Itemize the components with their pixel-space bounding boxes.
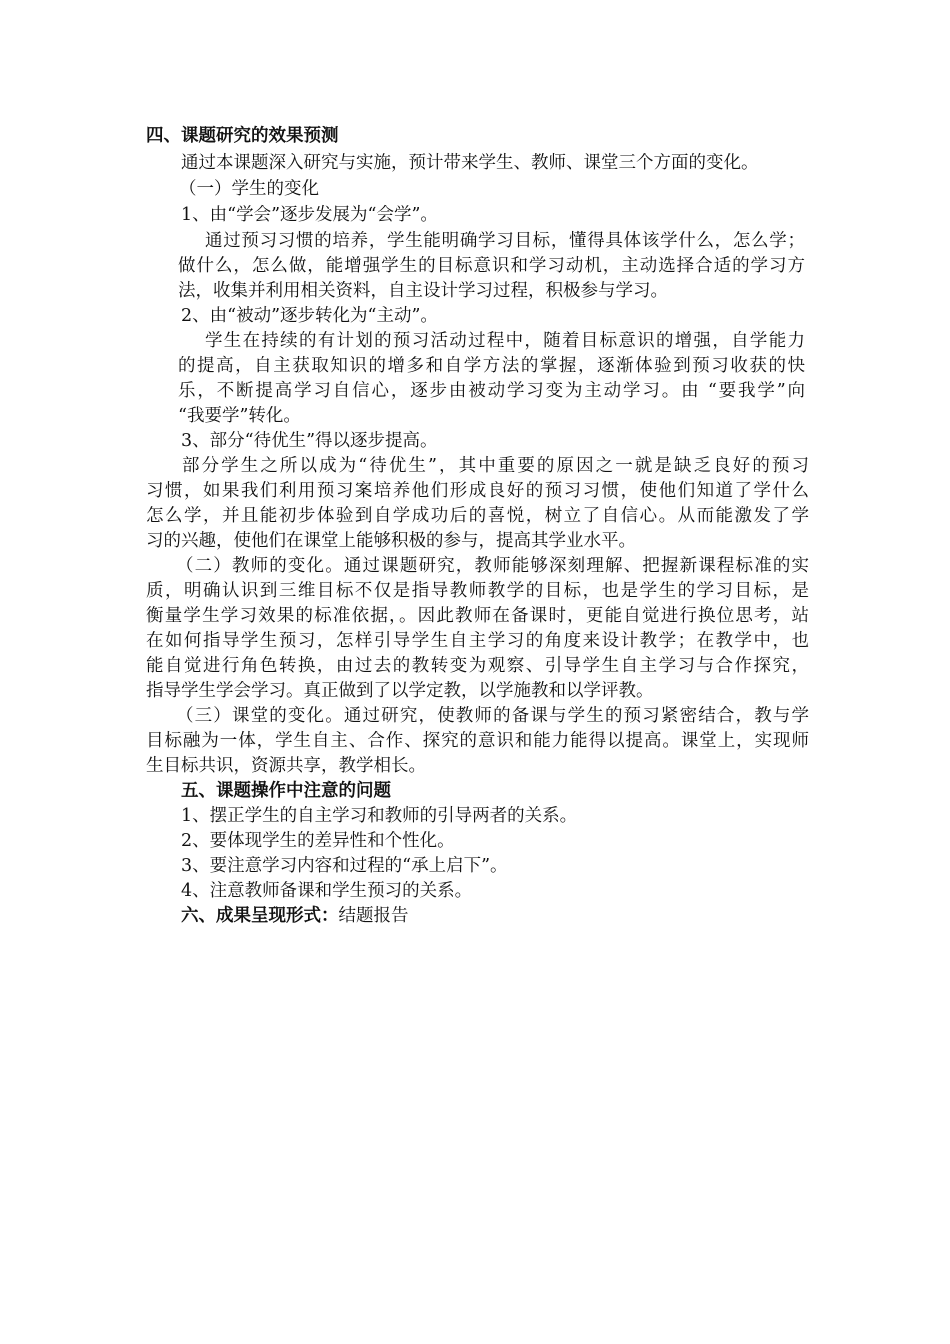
section6-line <box>181 904 845 928</box>
subsection2-line2: 质，明确认识到三维目标不仅是指导教师教学的目标，也是学生的学习目标，是 <box>146 581 809 601</box>
item1-line1: 通过预习习惯的培养，学生能明确学习目标，懂得具体该学什么，怎么学； <box>205 231 805 251</box>
item3-line3: 怎么学，并且能初步体验到自学成功后的喜悦，树立了自信心。从而能激发了学 <box>146 506 809 526</box>
subsection2-line1: （二）教师的变化。通过课题研究，教师能够深刻理解、把握新课程标准的实 <box>176 556 809 576</box>
subsection1-heading: （一）学生的变化 <box>179 179 319 199</box>
item2-line2: 的提高，自主获取知识的增多和自学方法的掌握，逐渐体验到预习收获的快 <box>178 356 805 376</box>
item1-heading: 1、由“学会”逐步发展为“会学”。 <box>181 205 438 225</box>
item1-line2: 做什么，怎么做，能增强学生的目标意识和学习动机，主动选择合适的学习方 <box>178 256 805 276</box>
subsection3-line2: 目标融为一体，学生自主、合作、探究的意识和能力能得以提高。课堂上，实现师 <box>146 731 809 751</box>
item2-line4: “我要学”转化。 <box>178 406 301 426</box>
section5-item4: 4、注意教师备课和学生预习的关系。 <box>181 881 473 901</box>
item3-line1: 部分学生之所以成为“待优生”，其中重要的原因之一就是缺乏良好的预习 <box>182 456 809 476</box>
subsection3-line3: 生目标共识，资源共享，教学相长。 <box>146 756 426 776</box>
item2-line3: 乐，不断提高学习自信心，逐步由被动学习变为主动学习。由 “要我学”向 <box>178 381 805 401</box>
intro-paragraph: 通过本课题深入研究与实施，预计带来学生、教师、课堂三个方面的变化。 <box>181 153 759 173</box>
item2-line1: 学生在持续的有计划的预习活动过程中，随着目标意识的增强，自学能力 <box>205 331 805 351</box>
subsection3-line1: （三）课堂的变化。通过研究，使教师的备课与学生的预习紧密结合，教与学 <box>176 706 809 726</box>
subsection2-line6: 指导学生学会学习。真正做到了以学定教，以学施教和以学评教。 <box>146 681 654 701</box>
subsection2-line3: 衡量学生学习效果的标准依据，。因此教师在备课时，更能自觉进行换位思考，站 <box>146 606 809 626</box>
section5-heading: 五、课题操作中注意的问题 <box>181 781 391 801</box>
item1-line3: 法，收集并利用相关资料，自主设计学习过程，积极参与学习。 <box>178 281 668 301</box>
item3-line2: 习惯，如果我们利用预习案培养他们形成良好的预习习惯，使他们知道了学什么 <box>146 481 809 501</box>
section5-item3: 3、要注意学习内容和过程的“承上启下”。 <box>181 856 508 876</box>
section5-item2: 2、要体现学生的差异性和个性化。 <box>181 831 455 851</box>
section6-heading: 六、成果呈现形式： <box>181 906 339 926</box>
subsection2-line4: 在如何指导学生预习，怎样引导学生自主学习的角度来设计教学；在教学中，也 <box>146 631 809 651</box>
section6-value: 结题报告 <box>338 906 409 926</box>
section4-heading: 四、课题研究的效果预测 <box>146 126 339 146</box>
item3-heading: 3、部分“待优生”得以逐步提高。 <box>181 431 438 451</box>
item2-heading: 2、由“被动”逐步转化为“主动”。 <box>181 306 438 326</box>
section5-item1: 1、摆正学生的自主学习和教师的引导两者的关系。 <box>181 806 578 826</box>
subsection2-line5: 能自觉进行角色转换，由过去的教转变为观察、引导学生自主学习与合作探究， <box>146 656 809 676</box>
item3-line4: 习的兴趣，使他们在课堂上能够积极的参与，提高其学业水平。 <box>146 531 636 551</box>
